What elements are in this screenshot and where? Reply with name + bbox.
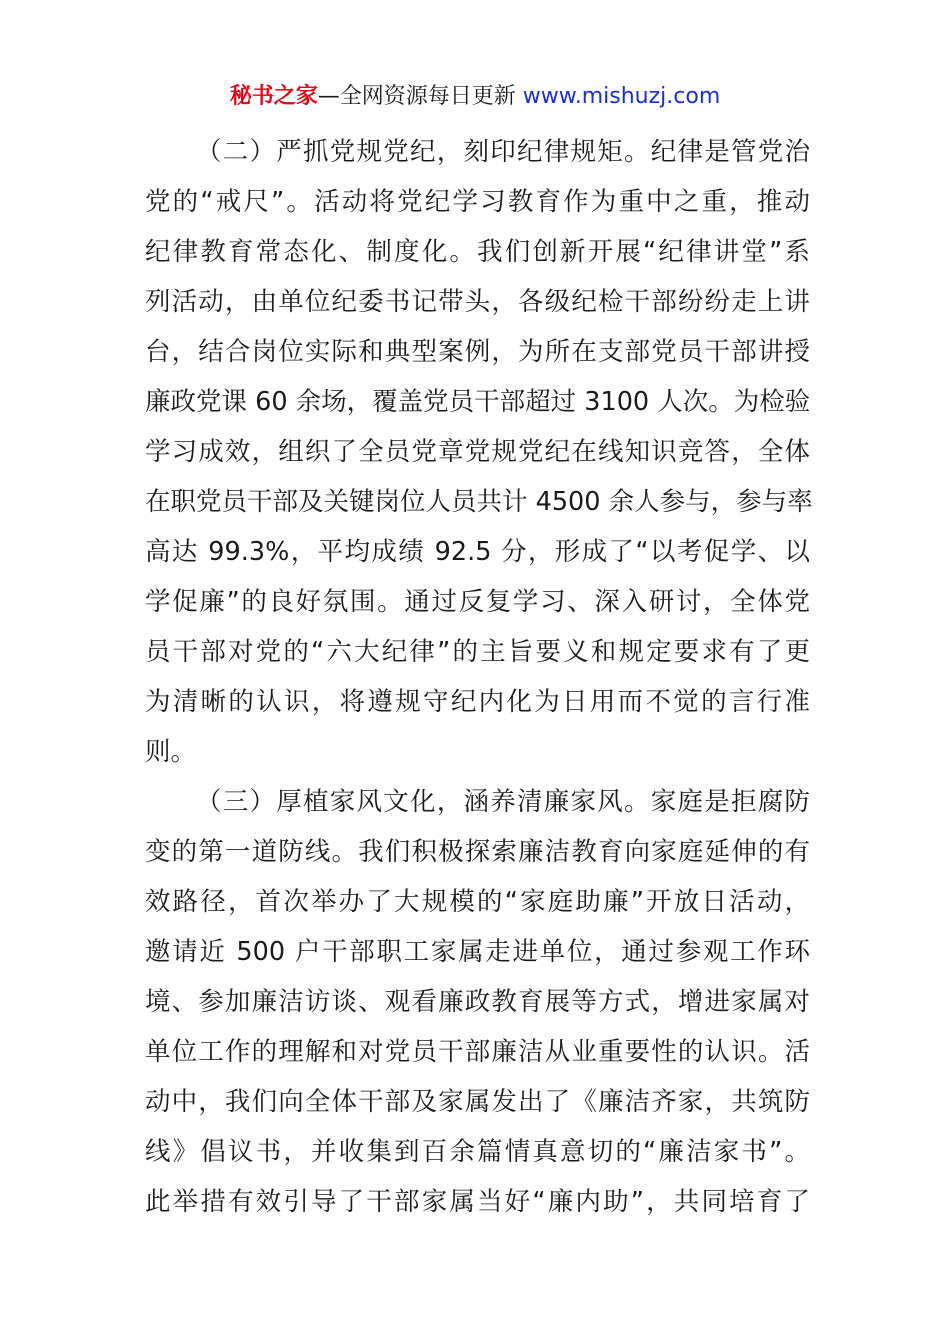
paragraph-line: 学促廉”的良好氛围。通过反复学习、深入研讨，全体党 xyxy=(145,587,810,617)
paragraph-line: 为清晰的认识，将遵规守纪内化为日用而不觉的言行准 xyxy=(145,687,810,717)
site-url-link[interactable]: www.mishuzj.com xyxy=(522,84,721,109)
paragraph-line: 效路径，首次举办了大规模的“家庭助廉”开放日活动， xyxy=(145,887,810,917)
section-discipline xyxy=(145,127,813,777)
paragraph-line: 邀请近 500 户干部职工家属走进单位，通过参观工作环 xyxy=(145,937,810,967)
paragraph-line: 高达 99.3%，平均成绩 92.5 分，形成了“以考促学、以 xyxy=(145,537,810,567)
paragraph-line: 学习成效，组织了全员党章党规党纪在线知识竞答，全体 xyxy=(145,437,810,467)
paragraph-line: 则。 xyxy=(145,737,197,767)
paragraph-line: 在职党员干部及关键岗位人员共计 4500 余人参与，参与率 xyxy=(145,487,813,517)
header-tagline: —全网资源每日更新 xyxy=(317,84,516,109)
paragraph-line: 单位工作的理解和对党员干部廉洁从业重要性的认识。活 xyxy=(145,1037,810,1067)
paragraph-line: 纪律教育常态化、制度化。我们创新开展“纪律讲堂”系 xyxy=(145,237,810,267)
paragraph-line: 廉政党课 60 余场，覆盖党员干部超过 3100 人次。为检验 xyxy=(145,387,811,417)
brand-name: 秘书之家 xyxy=(229,84,318,109)
section-family-culture xyxy=(145,777,810,1227)
article-body xyxy=(145,127,813,1227)
paragraph-line: 此举措有效引导了干部家属当好“廉内助”，共同培育了 xyxy=(145,1187,810,1217)
paragraph-line: 台，结合岗位实际和典型案例，为所在支部党员干部讲授 xyxy=(145,337,810,367)
paragraph-line: 变的第一道防线。我们积极探索廉洁教育向家庭延伸的有 xyxy=(145,837,810,867)
paragraph-line: 动中，我们向全体干部及家属发出了《廉洁齐家，共筑防 xyxy=(145,1087,810,1117)
paragraph-line: 线》倡议书，并收集到百余篇情真意切的“廉洁家书”。 xyxy=(145,1137,810,1167)
paragraph-line: （二）严抓党规党纪，刻印纪律规矩。纪律是管党治 xyxy=(196,137,810,167)
site-header xyxy=(0,82,950,112)
paragraph-line: 列活动，由单位纪委书记带头，各级纪检干部纷纷走上讲 xyxy=(145,287,810,317)
paragraph-line: 党的“戒尺”。活动将党纪学习教育作为重中之重，推动 xyxy=(145,187,810,217)
paragraph-line: 员干部对党的“六大纪律”的主旨要义和规定要求有了更 xyxy=(145,637,810,667)
paragraph-line: 境、参加廉洁访谈、观看廉政教育展等方式，增进家属对 xyxy=(145,987,810,1017)
paragraph-line: （三）厚植家风文化，涵养清廉家风。家庭是拒腐防 xyxy=(196,787,810,817)
